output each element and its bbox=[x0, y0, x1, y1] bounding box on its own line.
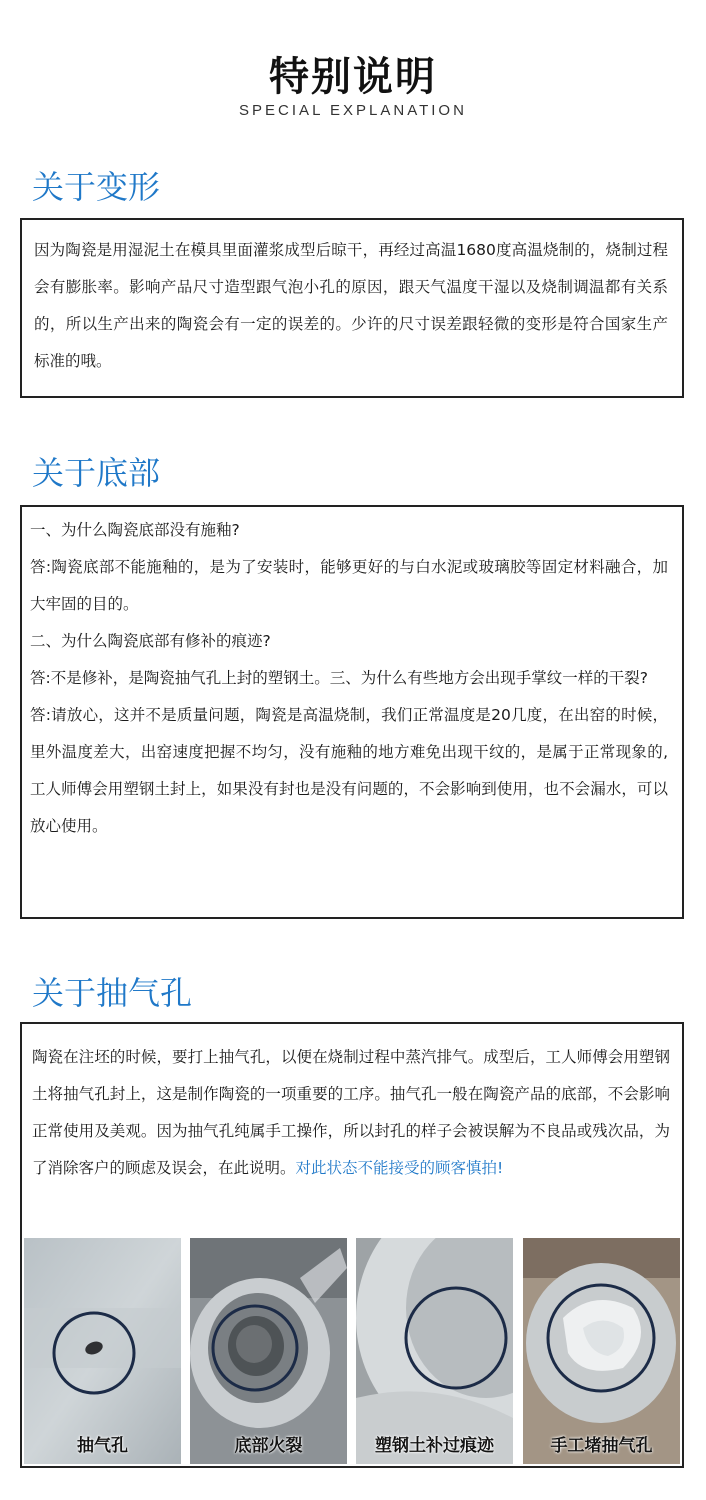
photo-bottom-crack bbox=[190, 1238, 347, 1464]
page-subtitle: SPECIAL EXPLANATION bbox=[239, 102, 467, 119]
photo-vent-hole bbox=[24, 1238, 181, 1464]
section-title-bottom: 关于底部 bbox=[32, 454, 161, 492]
bottom-box bbox=[20, 505, 684, 919]
deformation-box bbox=[20, 218, 684, 398]
photo-caption-manual-plug: 手工堵抽气孔 bbox=[550, 1436, 653, 1456]
photo-caption-bottom-crack: 底部火裂 bbox=[234, 1436, 303, 1456]
page-title: 特别说明 bbox=[269, 54, 437, 100]
photo-patch-trace bbox=[356, 1238, 513, 1464]
photo-manual-plug bbox=[523, 1238, 680, 1464]
deformation-text: 因为陶瓷是用湿泥土在模具里面灌浆成型后晾干，再经过高温1680度高温烧制的，烧制过程会有膨胀率。影响产品尺寸造型跟气泡小孔的原因，跟天气温度干湿以及烧制调温都有关系的，所以生产出来的陶瓷会有一定的误差的。少许的尺寸误差跟轻微的变形是符合国家生产标准的哦。 bbox=[34, 241, 668, 370]
vent-hole-text bbox=[32, 1039, 670, 1187]
bottom-question-2: 二、为什么陶瓷底部有修补的痕迹? bbox=[30, 632, 271, 650]
vent-hole-paragraph: 陶瓷在注坯的时候，要打上抽气孔，以便在烧制过程中蒸汽排气。成型后，工人师傅会用塑钢土将抽气孔封上，这是制作陶瓷的一项重要的工序。抽气孔一般在陶瓷产品的底部，不会影响正常使用及美观。因为抽气孔纯属手工操作，所以封孔的样子会被误解为不良品或残次品，为了消除客户的顾虑及误会，在此说明。 bbox=[32, 1048, 670, 1177]
vent-hole-warning: 对此状态不能接受的顾客慎拍! bbox=[295, 1159, 504, 1177]
photo-caption-vent-hole: 抽气孔 bbox=[77, 1436, 128, 1456]
photo-caption-patch-trace: 塑钢土补过痕迹 bbox=[375, 1436, 494, 1456]
bottom-answer-3: 答:请放心，这并不是质量问题，陶瓷是高温烧制，我们正常温度是20几度，在出窑的时候，里外温度差大，出窑速度把握不均匀，没有施釉的地方难免出现干纹的，是属于正常现象的,工人师傅会用塑钢土封上，如果没有封也是没有问题的，不会影响到使用，也不会漏水，可以放心使用。 bbox=[30, 706, 668, 835]
section-title-deformation: 关于变形 bbox=[32, 168, 161, 206]
bottom-answer-2: 答:不是修补，是陶瓷抽气孔上封的塑钢土。三、为什么有些地方会出现手掌纹一样的干裂? bbox=[30, 669, 648, 687]
section-title-vent-hole: 关于抽气孔 bbox=[32, 974, 193, 1012]
bottom-question-1: 一、为什么陶瓷底部没有施釉? bbox=[30, 521, 240, 539]
bottom-answer-1: 答:陶瓷底部不能施釉的，是为了安装时，能够更好的与白水泥或玻璃胶等固定材料融合，加大牢固的目的。 bbox=[30, 558, 668, 613]
